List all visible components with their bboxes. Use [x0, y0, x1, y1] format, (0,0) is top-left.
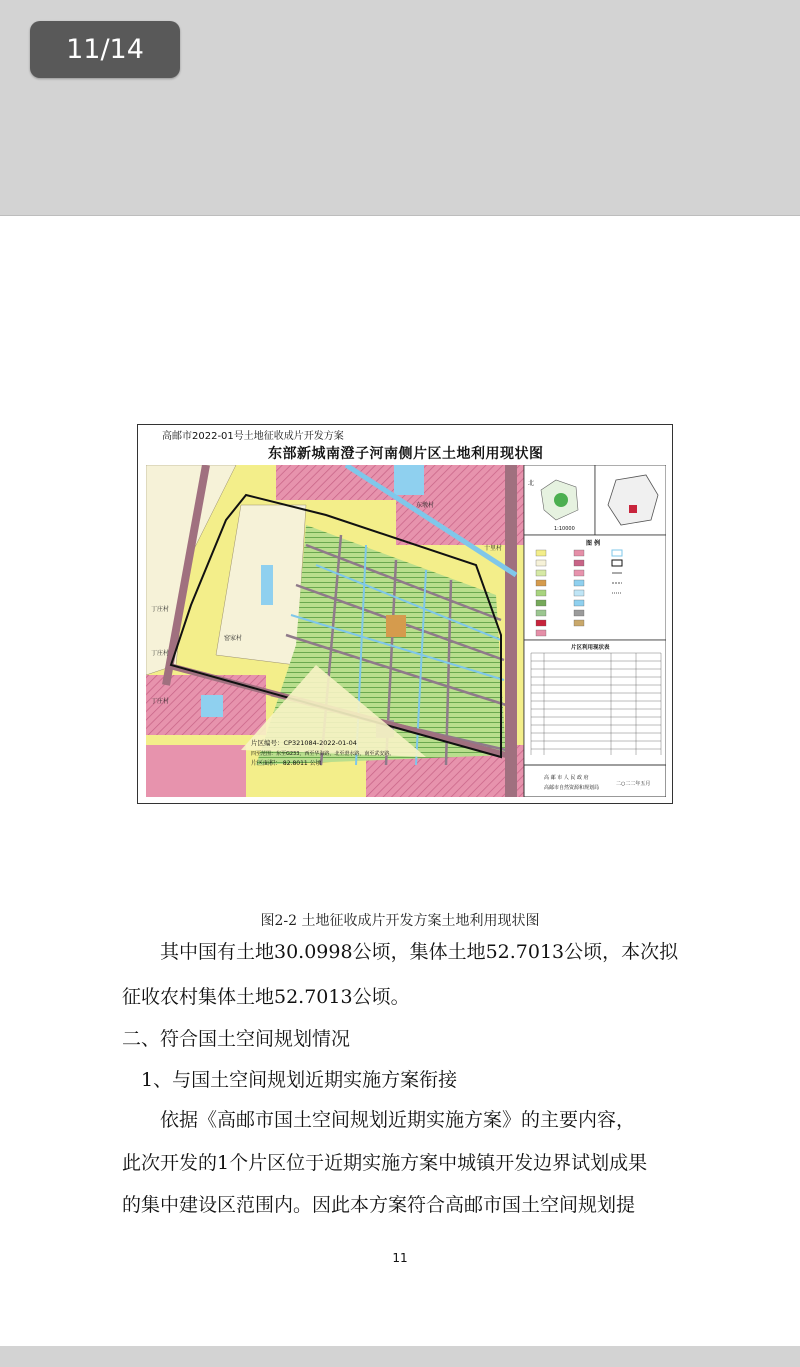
map-side-panel: [524, 465, 666, 797]
footer-org: 高 邮 市 人 民 政 府: [544, 775, 589, 781]
place-label: 丁庄村: [151, 698, 170, 705]
subsection-heading: 1、与国土空间规划近期实施方案衔接: [122, 1069, 458, 1091]
figure-header: 高邮市2022-01号土地征收成片开发方案: [162, 431, 344, 442]
compass-label: 北: [528, 480, 535, 487]
map-annotation: 四至范围：东至G233，西至华海路，北至澄水路，南至武安路。: [251, 751, 395, 757]
place-label: 丁庄村: [151, 650, 170, 657]
table-title: 片区利用现状表: [571, 645, 610, 651]
paragraph-line: 征收农村集体土地52.7013公顷。: [122, 986, 410, 1008]
footer-date: 二○二二年五月: [616, 781, 651, 787]
map-annotation: 片区面积： 82.8011 公顷: [251, 760, 322, 767]
document-page: [0, 215, 800, 1346]
place-label: 东墩村: [416, 502, 435, 509]
legend-title: 图 例: [586, 540, 601, 547]
land-use-map: [146, 465, 666, 797]
map-area: [146, 465, 524, 797]
footer-org: 高邮市自然资源和规划局: [544, 785, 600, 791]
section-heading: 二、符合国土空间规划情况: [122, 1028, 351, 1050]
viewer-bottom-bar: [0, 1346, 800, 1367]
paragraph-line: 其中国有土地30.0998公顷，集体土地52.7013公顷，本次拟: [122, 941, 679, 963]
paragraph-line: 此次开发的1个片区位于近期实施方案中城镇开发边界试划成果: [122, 1152, 648, 1174]
land-use-map-figure: [137, 424, 673, 804]
place-label: 窑家村: [224, 635, 243, 642]
figure-caption: 图2-2 土地征收成片开发方案土地利用现状图: [260, 913, 540, 929]
figure-title: 东部新城南澄子河南侧片区土地利用现状图: [268, 446, 544, 462]
paragraph-line: 的集中建设区范围内。因此本方案符合高邮市国土空间规划提: [122, 1194, 636, 1216]
page-indicator: 11/14: [30, 21, 180, 78]
scale-label: 1:10000: [554, 526, 575, 532]
paragraph-line: 依据《高邮市国土空间规划近期实施方案》的主要内容，: [122, 1109, 636, 1131]
place-label: 十里村: [484, 545, 503, 552]
place-label: 丁庄村: [151, 606, 170, 613]
page-number: 11: [392, 1251, 408, 1265]
map-annotation: 片区编号：CP321084-2022-01-04: [251, 739, 357, 747]
